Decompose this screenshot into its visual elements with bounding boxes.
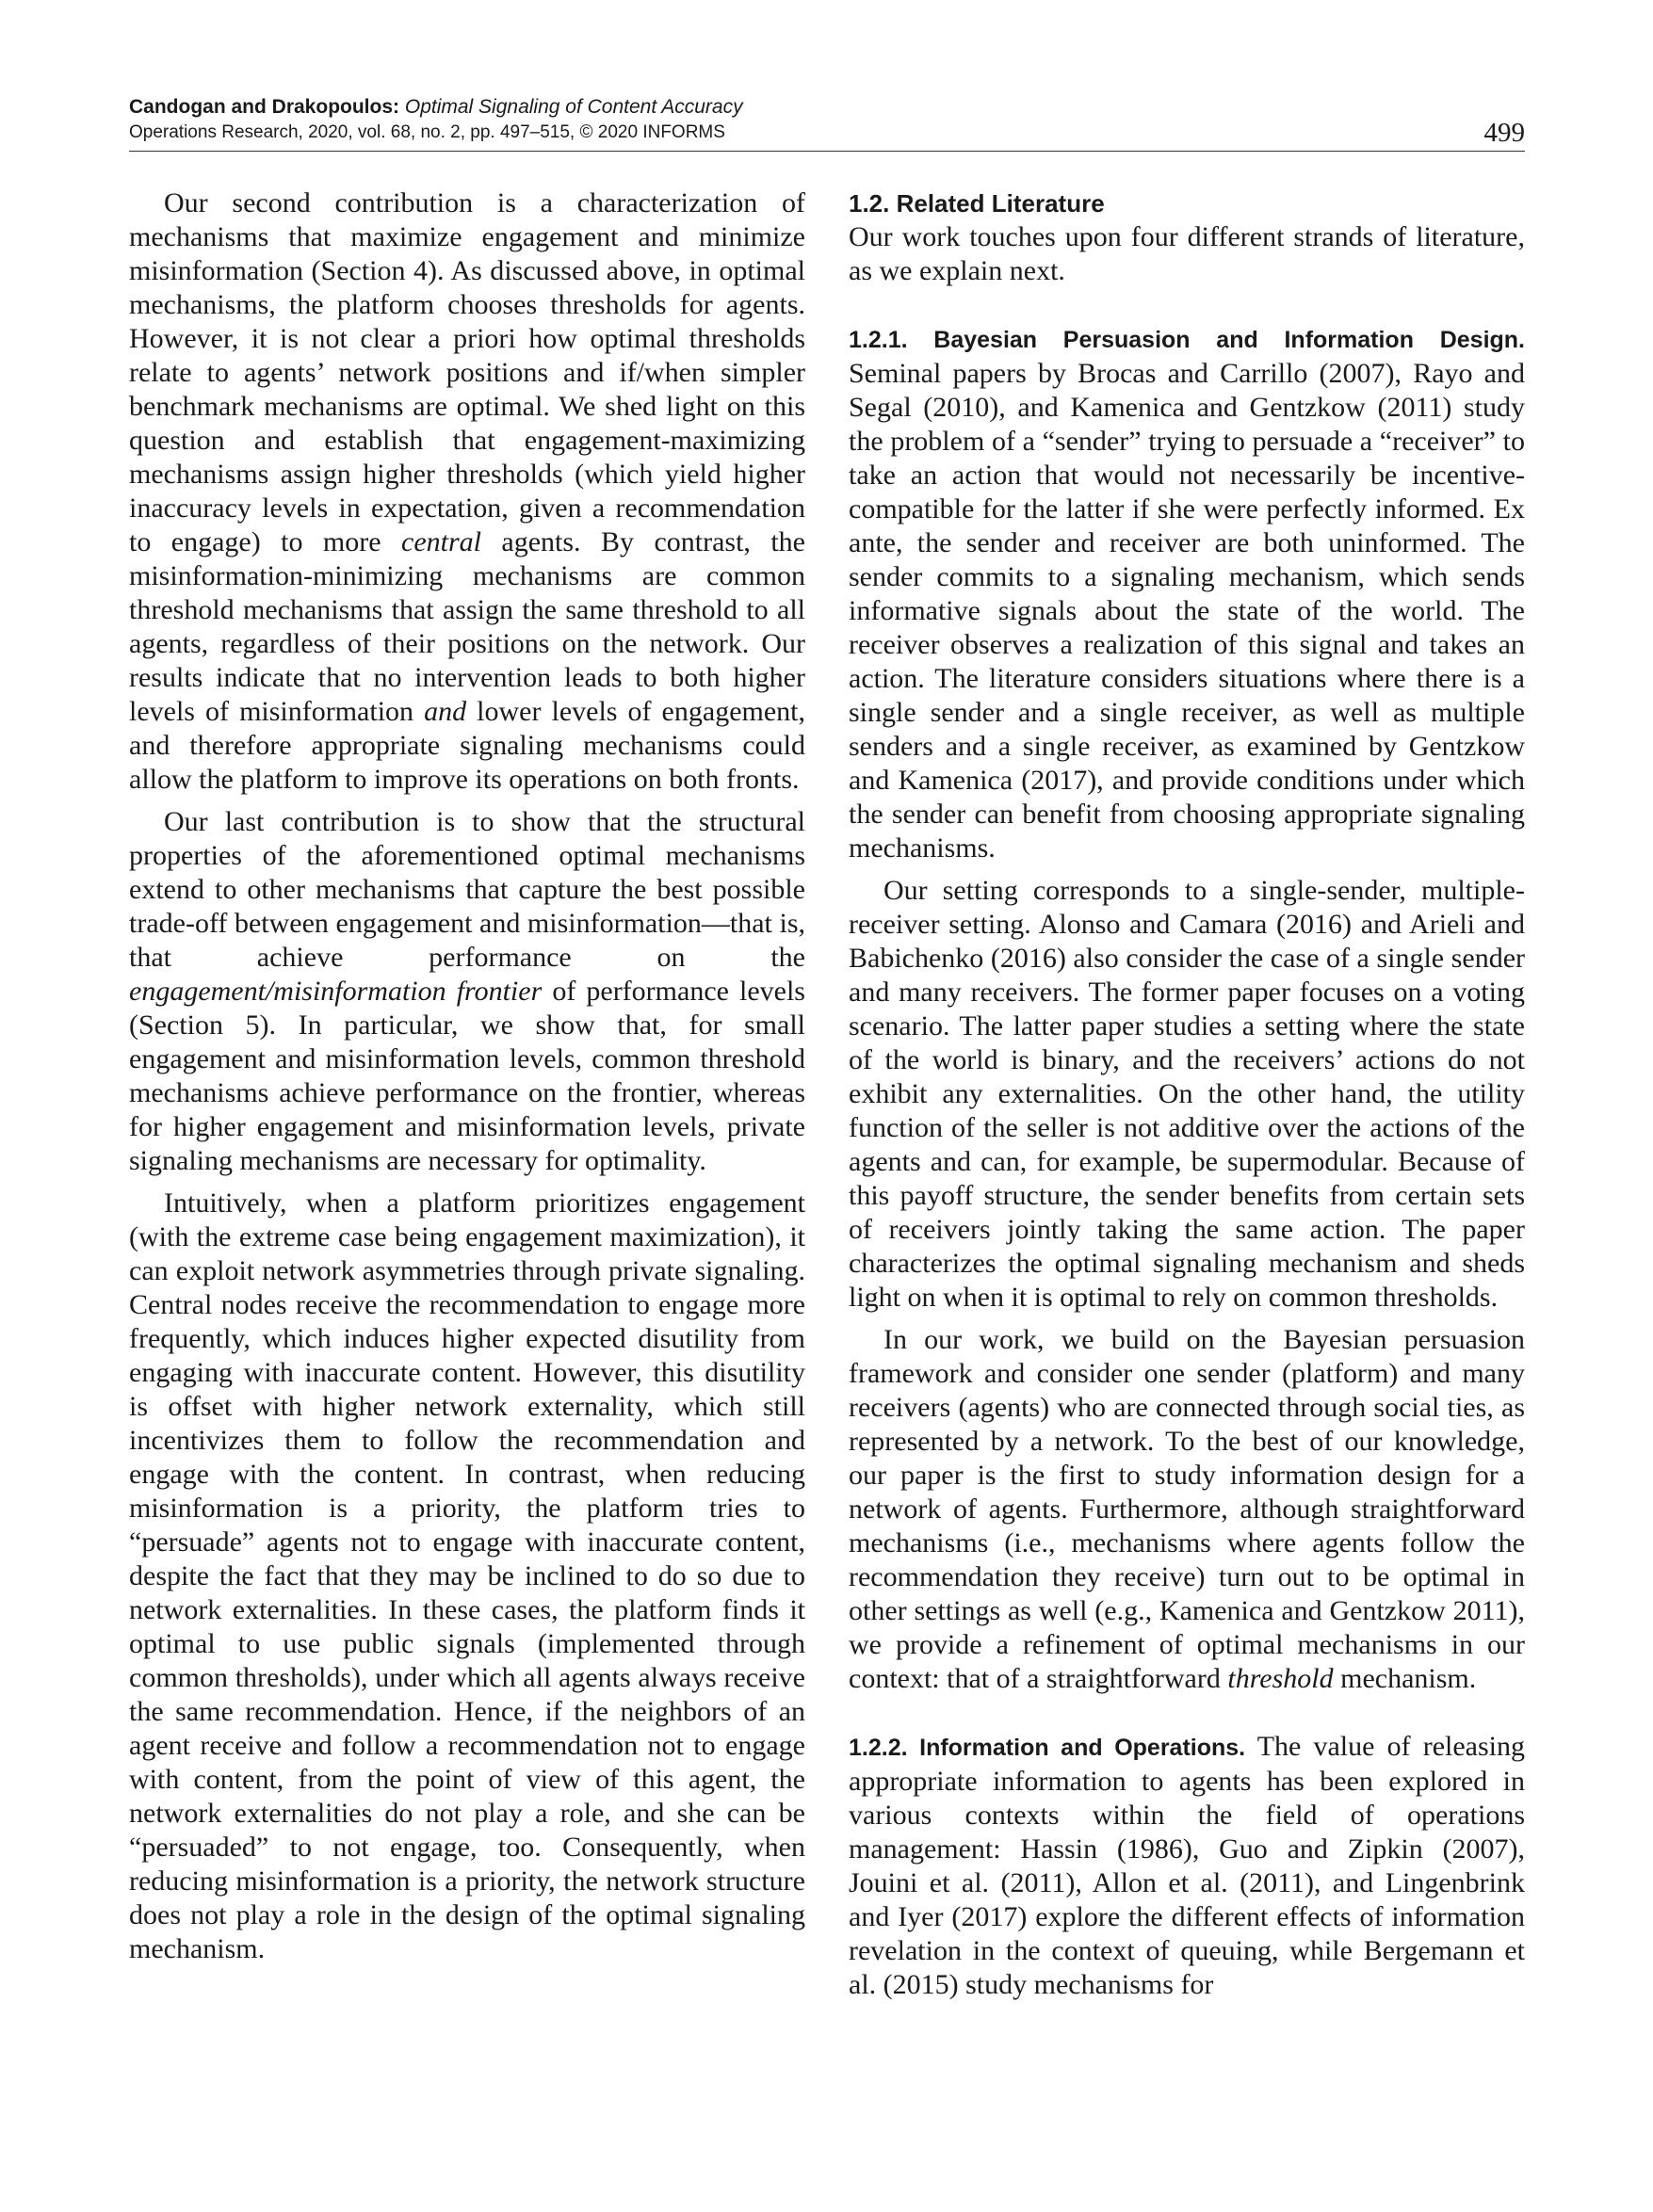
header-citation: Operations Research, 2020, vol. 68, no. 2, pp. 497–515, © 2020 INFORMS <box>129 122 725 142</box>
text-run: of performance levels (Section 5). In particular, we show that, for small engagement and misinformation levels, common threshold mechanisms achieve performance on the frontier, whereas for higher engagement and misinformation levels, private signaling mechanisms are necessary for optimality. <box>129 976 805 1176</box>
text-run: mechanism. <box>1333 1663 1477 1694</box>
left-column <box>129 186 805 1966</box>
text-run: The value of releasing appropriate information to agents has been explored in various contexts within the field of operations management: Hassin (1986), Guo and Zipkin (2007), Jouini et al. (2011), Allon et al. (2011), and Lingenbrink and Iyer (2017) explore the different effects of information revelation in the context of queuing, while Bergemann et al. (2015) study mechanisms for <box>849 1731 1525 2000</box>
paragraph-bayesian-persuasion <box>849 322 1525 865</box>
section-gap <box>849 288 1525 322</box>
emphasis-frontier: engagement/misinformation frontier <box>129 976 543 1007</box>
text-run: agents. By contrast, the misinformation-minimizing mechanisms are common threshold mechanisms that assign the same threshold to all agents, regardless of their positions on the network. Our results indicate that no intervention leads to both higher levels of misinformation <box>129 526 805 727</box>
header-rule <box>129 151 1525 152</box>
paragraph-second-contribution <box>129 186 805 797</box>
emphasis-threshold: threshold <box>1227 1663 1334 1694</box>
header-title-line <box>129 96 743 119</box>
text-run: In our work, we build on the Bayesian persuasion framework and consider one sender (platform) and many receivers (agents) who are connected through social ties, as represented by a network. To the best of our knowledge, our paper is the first to study information design for a network of agents. Furthermore, although straightforward mechanisms (i.e., mechanisms where agents follow the recommendation they receive) turn out to be optimal in other settings as well (e.g., Kamenica and Gentzkow 2011), we provide a refinement of optimal mechanisms in our context: that of a straightforward <box>849 1324 1525 1694</box>
header-authors: Candogan and Drakopoulos: <box>129 96 400 118</box>
paragraph-information-operations <box>849 1730 1525 2002</box>
emphasis-and: and <box>424 696 467 727</box>
paragraph-last-contribution <box>129 805 805 1178</box>
paragraph-related-intro: Our work touches upon four different strands of literature, as we explain next. <box>849 221 1525 286</box>
paragraph-single-sender: Our setting corresponds to a single-sender, multiple-receiver setting. Alonso and Camara (2016) and Arieli and Babichenko (2016) also consider the case of a single sender and many receivers. The former paper focuses on a voting scenario. The latter paper studies a setting where the state of the world is binary, and the receivers’ actions do not exhibit any externalities. On the other hand, the utility function of the seller is not additive over the actions of the agents and can, for example, be supermodular. Because of this payoff structure, the sender benefits from certain sets of receivers jointly taking the same action. The paper characterizes the optimal signaling mechanism and sheds light on when it is optimal to rely on common thresholds. <box>849 875 1525 1313</box>
paragraph-our-work <box>849 1323 1525 1696</box>
subsection-heading-bayesian: 1.2.1. Bayesian Persuasion and Information Design. <box>849 327 1525 353</box>
right-column <box>849 186 1525 2002</box>
text-run: Our last contribution is to show that the structural properties of the aforementioned optimal mechanisms extend to other mechanisms that capture the best possible trade-off between engagement and misinformation—that is, that achieve performance on the <box>129 806 805 973</box>
section-heading: 1.2. Related Literature <box>849 189 1105 218</box>
page-number: 499 <box>1483 118 1525 148</box>
section-gap <box>849 1696 1525 1730</box>
text-run: Seminal papers by Brocas and Carrillo (2007), Rayo and Segal (2010), and Kamenica and Gentzkow (2011) study the problem of a “sender” trying to persuade a “receiver” to take an action that would not necessarily be incentive-compatible for the latter if she were perfectly informed. Ex ante, the sender and receiver are both uninformed. The sender commits to a signaling mechanism, which sends informative signals about the state of the world. The receiver observes a realization of this signal and takes an action. The literature considers situations where there is a single sender and a single receiver, as well as multiple senders and a single receiver, as examined by Gentzkow and Kamenica (2017), and provide conditions under which the sender can benefit from choosing appropriate signaling mechanisms. <box>849 358 1525 864</box>
emphasis-central: central <box>401 526 481 557</box>
subsection-heading-operations: 1.2.2. Information and Operations. <box>849 1735 1246 1761</box>
running-header <box>129 96 1525 153</box>
text-run: Our second contribution is a characterization of mechanisms that maximize engagement and minimize misinformation (Section 4). As discussed above, in optimal mechanisms, the platform chooses thresholds for agents. However, it is not clear a priori how optimal thresholds relate to agents’ network positions and if/when simpler benchmark mechanisms are optimal. We shed light on this question and establish that engagement-maximizing mechanisms assign higher thresholds (which yield higher inaccuracy levels in expectation, given a recommendation to engage) to more <box>129 187 805 557</box>
paragraph-intuition: Intuitively, when a platform prioritizes engagement (with the extreme case being engagement maximization), it can exploit network asymmetries through private signaling. Central nodes receive the recommendation to engage more frequently, which induces higher expected disutility from engaging with inaccurate content. However, this disutility is offset with higher network externality, which still incentivizes them to follow the recommendation and engage with the content. In contrast, when reducing misinformation is a priority, the platform tries to “persuade” agents not to engage with inaccurate content, despite the fact that they may be inclined to do so due to network externalities. In these cases, the platform finds it optimal to use public signals (implemented through common thresholds), under which all agents always receive the same recommendation. Hence, if the neighbors of an agent receive and follow a recommendation not to engage with content, from the point of view of this agent, the network externalities do not play a role, and she can be “persuaded” to not engage, too. Consequently, when reducing misinformation is a priority, the network structure does not play a role in the design of the optimal signaling mechanism. <box>129 1187 805 1964</box>
text-run: lower levels of engagement, and therefore appropriate signaling mechanisms could allow the platform to improve its operations on both fronts. <box>129 696 805 795</box>
header-article-title: Optimal Signaling of Content Accuracy <box>404 96 743 118</box>
